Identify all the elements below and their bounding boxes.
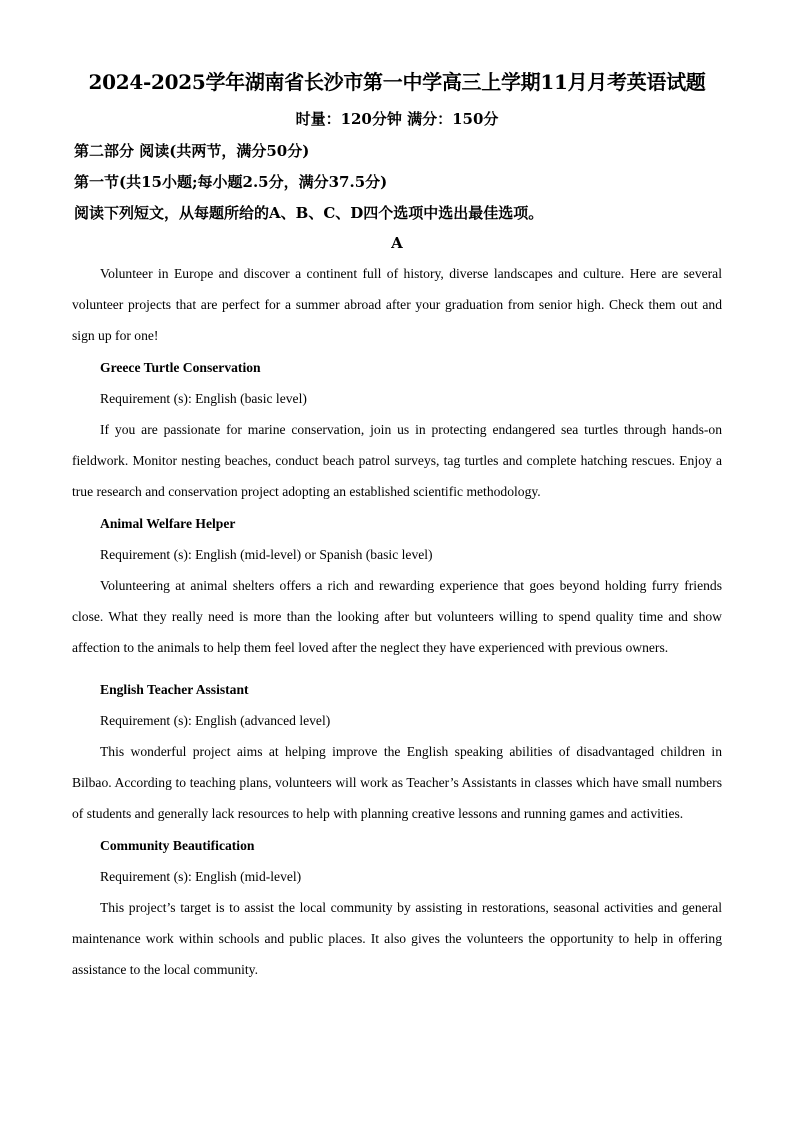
subsection-heading: 第一节(共15小题;每小题2.5分，满分37.5分) [74,173,388,191]
passage-intro: Volunteer in Europe and discover a continent full of history, diverse landscapes and culture. Here are several volunteer projects that are perfect for a summer abroad after your graduation from senior high. Check them out and sign up for one! [72,266,722,344]
project-description: This wonderful project aims at helping improve the English speaking abilities of disadvantaged children in Bilbao. According to teaching plans, volunteers will work as Teacher’s Assistants in classes which have small numbers of students and generally lack resources to help with planning creative lessons and running games and activities. [72,744,722,822]
section-part-heading: 第二部分 阅读(共两节，满分50分) [74,142,310,160]
passage-body [72,258,722,986]
project-heading: Animal Welfare Helper [100,515,236,531]
spacer [72,664,722,674]
project-description: This project’s target is to assist the local community by assisting in restorations, seasonal activities and general maintenance work within schools and public places. It also gives the volunteers the opportunity to help in offering assistance to the local community. [72,900,722,978]
project-description: If you are passionate for marine conservation, join us in protecting endangered sea turtles through hands-on fieldwork. Monitor nesting beaches, conduct beach patrol surveys, tag turtles and complete hatching rescues. Enjoy a true research and conservation project adopting an established scientific methodology. [72,422,722,500]
project-requirement: Requirement (s): English (basic level) [100,390,307,406]
project-heading: Greece Turtle Conservation [100,359,261,375]
passage-letter: A [391,234,403,252]
project-requirement: Requirement (s): English (mid-level) or Spanish (basic level) [100,546,433,562]
exam-time-score: 时量：120分钟 满分：150分 [295,110,499,128]
project-requirement: Requirement (s): English (mid-level) [100,868,302,884]
project-heading: Community Beautification [100,837,255,853]
project-heading: English Teacher Assistant [100,681,249,697]
project-description: Volunteering at animal shelters offers a rich and rewarding experience that goes beyond holding furry friends close. What they really need is more than the looking after but volunteers willing to spend quality time and show affection to the animals to help them feel loved after the neglect they have experienced with previous owners. [72,578,722,656]
project-requirement: Requirement (s): English (advanced level) [100,712,331,728]
reading-instruction: 阅读下列短文，从每题所给的A、B、C、D四个选项中选出最佳选项。 [74,204,544,222]
exam-title: 2024-2025学年湖南省长沙市第一中学高三上学期11月月考英语试题 [88,70,706,94]
